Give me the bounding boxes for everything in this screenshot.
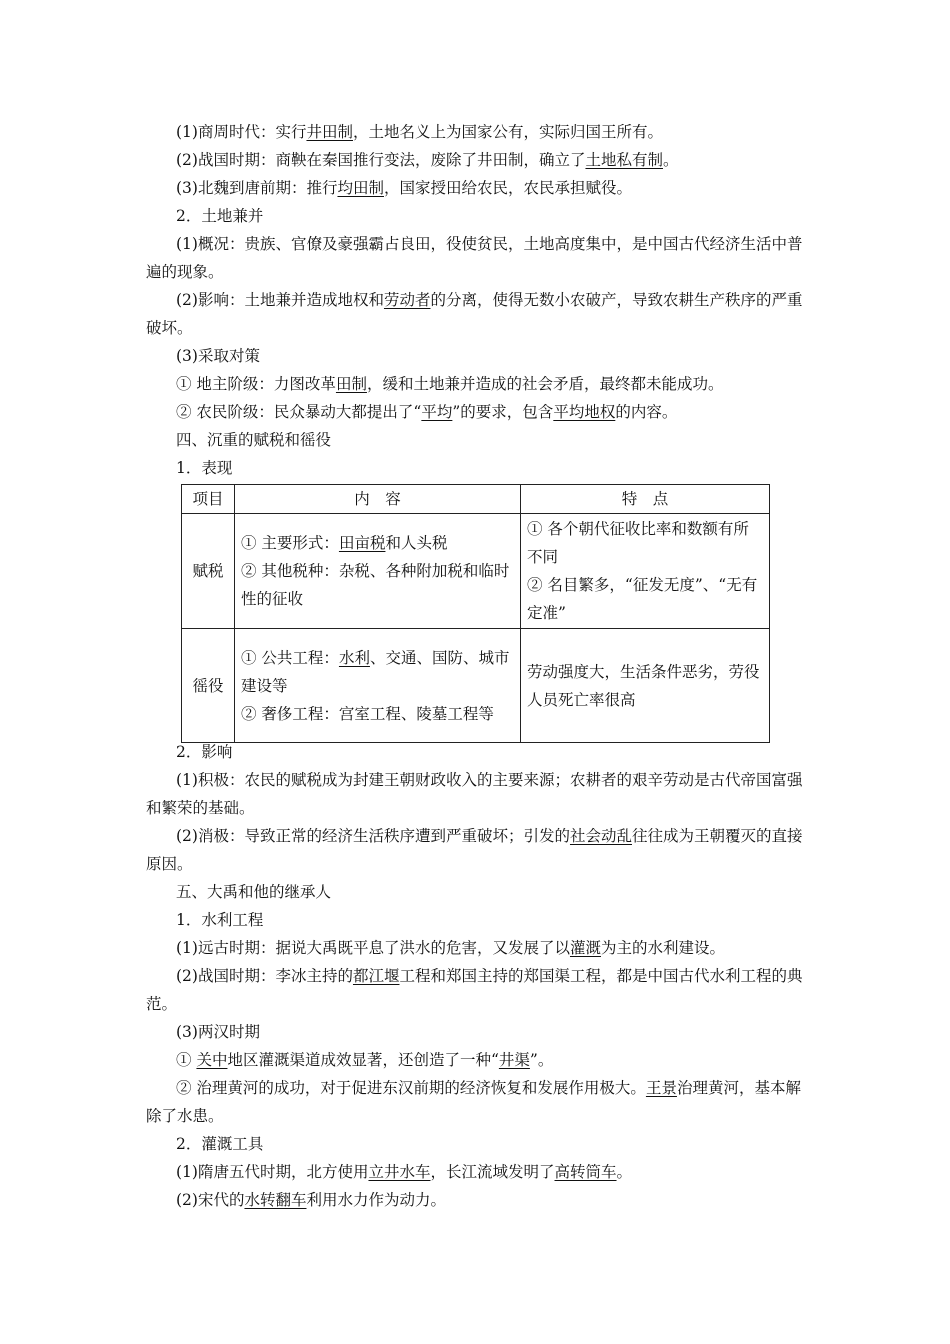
table-header-cell: 特 点 [521, 485, 770, 514]
subheading: 2．土地兼并 [176, 207, 264, 225]
table-cell-feature: ① 各个朝代征收比率和数额有所不同 ② 名目繁多，“征发无度”、“无有定准” [521, 514, 770, 629]
paragraph: (1)隋唐五代时期，北方使用立井水车，长江流域发明了高转筒车。 [176, 1163, 633, 1181]
key-term: 田亩税 [338, 534, 386, 552]
paragraph: ② 农民阶级：民众暴动大都提出了“平均”的要求，包含平均地权的内容。 [176, 403, 678, 421]
key-term: 井渠 [498, 1051, 530, 1069]
key-term: 井田制 [306, 123, 353, 141]
paragraph: (2)消极：导致正常的经济生活秩序遭到严重破坏；引发的社会动乱往往成为王朝覆灭的直接原因。 [146, 827, 803, 873]
key-term: 王景 [645, 1079, 677, 1097]
table-cell-item: 赋税 [182, 514, 235, 629]
table-cell-feature: 劳动强度大，生活条件恶劣，劳役人员死亡率很高 [521, 629, 770, 743]
key-term: 立井水车 [368, 1163, 431, 1181]
key-term: 水利 [338, 648, 370, 667]
key-term: 田制 [335, 375, 367, 393]
key-term: 土地私有制 [585, 151, 663, 169]
paragraph: (2)影响：土地兼并造成地权和劳动者的分离，使得无数小农破产，导致农耕生产秩序的严重破坏。 [146, 291, 803, 337]
subheading: 1．表现 [176, 459, 233, 477]
burden-table [181, 484, 770, 743]
key-term: 高转筒车 [554, 1163, 617, 1181]
table-header-cell: 项目 [182, 485, 235, 514]
paragraph: (1)远古时期：据说大禹既平息了洪水的危害，又发展了以灌溉为主的水利建设。 [176, 939, 725, 957]
table-cell-content: ① 公共工程：水利、交通、国防、城市建设等 ② 奢侈工程：宫室工程、陵墓工程等 [235, 629, 521, 743]
paragraph: ① 地主阶级：力图改革田制，缓和土地兼并造成的社会矛盾，最终都未能成功。 [176, 375, 724, 393]
table-cell-content: ① 主要形式：田亩税和人头税 ② 其他税种：杂税、各种附加税和临时性的征收 [235, 514, 521, 629]
table-row [182, 629, 770, 743]
table-header-row [182, 485, 770, 514]
subheading: 2．影响 [176, 743, 233, 761]
paragraph: ① 关中地区灌溉渠道成效显著，还创造了一种“井渠”。 [176, 1051, 554, 1069]
subheading: 2．灌溉工具 [176, 1135, 264, 1153]
table-row [182, 514, 770, 629]
paragraph: ② 治理黄河的成功，对于促进东汉前期的经济恢复和发展作用极大。王景治理黄河，基本解除了水患。 [146, 1079, 801, 1125]
key-term: 关中 [196, 1051, 228, 1069]
subheading: 1．水利工程 [176, 911, 264, 929]
paragraph: (3)采取对策 [176, 347, 260, 365]
section-title: 五、大禹和他的继承人 [176, 883, 332, 901]
table-header-cell: 内 容 [235, 485, 521, 514]
key-term: 社会动乱 [569, 827, 632, 845]
key-term: 灌溉 [569, 939, 601, 957]
paragraph: (3)两汉时期 [176, 1023, 260, 1041]
key-term: 劳动者 [383, 291, 431, 309]
section-title: 四、沉重的赋税和徭役 [176, 431, 332, 449]
paragraph: (1)商周时代：实行井田制，土地名义上为国家公有，实际归国王所有。 [176, 123, 663, 141]
key-term: 平均 [421, 403, 453, 421]
paragraph: (2)宋代的水转翻车利用水力作为动力。 [176, 1191, 446, 1209]
key-term: 都江堰 [352, 967, 400, 985]
key-term: 水转翻车 [244, 1191, 307, 1209]
paragraph: (1)积极：农民的赋税成为封建王朝财政收入的主要来源；农耕者的艰辛劳动是古代帝国富强和繁荣的基础。 [146, 771, 803, 817]
key-term: 平均地权 [553, 403, 616, 421]
paragraph: (1)概况：贵族、官僚及豪强霸占良田，役使贫民，土地高度集中，是中国古代经济生活中普遍的现象。 [146, 235, 803, 281]
paragraph: (3)北魏到唐前期：推行均田制，国家授田给农民，农民承担赋役。 [176, 179, 632, 197]
paragraph: (2)战国时期：李冰主持的都江堰工程和郑国主持的郑国渠工程，都是中国古代水利工程的典范。 [146, 967, 803, 1013]
table-cell-item: 徭役 [182, 629, 235, 743]
paragraph: (2)战国时期：商鞅在秦国推行变法，废除了井田制，确立了土地私有制。 [176, 151, 679, 169]
key-term: 均田制 [337, 179, 384, 197]
